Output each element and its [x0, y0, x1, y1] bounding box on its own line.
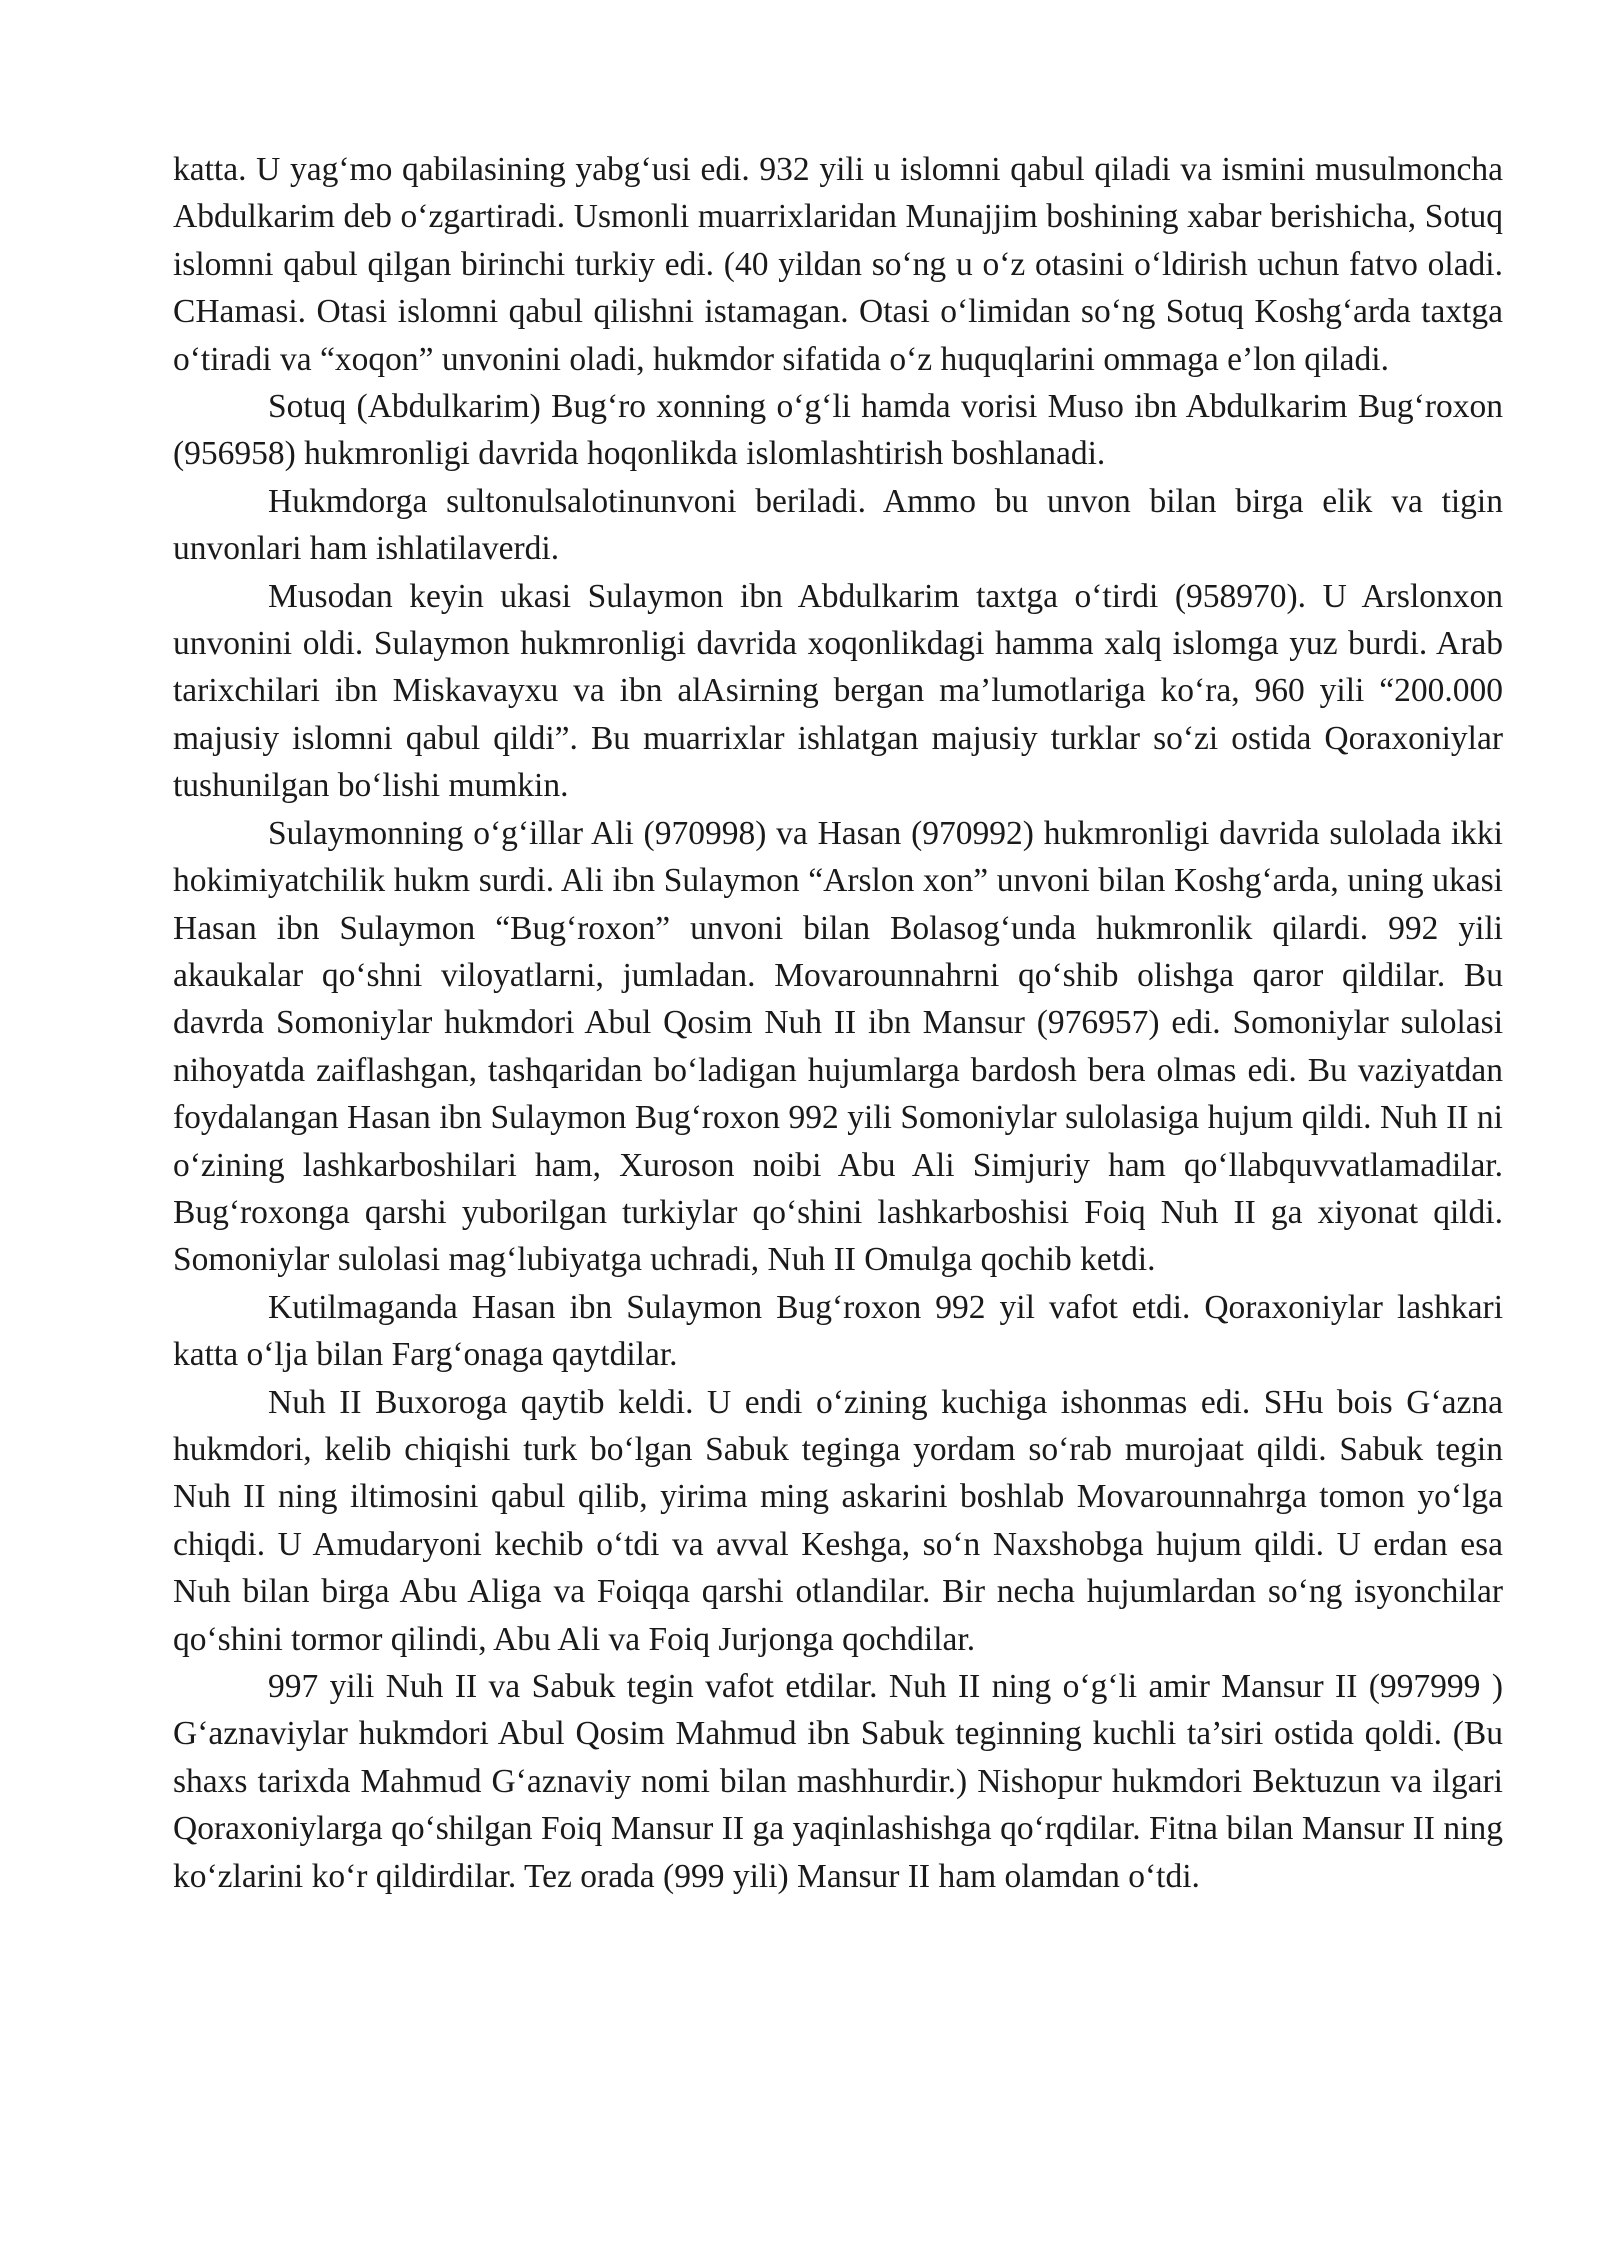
paragraph-1: katta. U yag‘mo qabilasining yabg‘usi edi. 932 yili u islomni qabul qiladi va ismini musulmoncha Abdulkarim deb o‘zgartiradi. Usmonli muarrixlaridan Munajjim boshining xabar berishicha, Sotuq islomni qabul qilgan birinchi turkiy edi. (40 yildan so‘ng u o‘z otasini o‘ldirish uchun fatvo oladi. CHamasi. Otasi islomni qabul qilishni istamagan. Otasi o‘limidan so‘ng Sotuq Koshg‘arda taxtga o‘tiradi va “xoqon” unvonini oladi, hukmdor sifatida o‘z huquqlarini ommaga e’lon qiladi. — [173, 151, 1503, 378]
paragraph-5: Sulaymonning o‘g‘illar Ali (970998) va Hasan (970992) hukmronligi davrida sulolada ikki hokimiyatchilik hukm surdi. Ali ibn Sulaymon “Arslon xon” unvoni bilan Koshg‘arda, uning ukasi Hasan ibn Sulaymon “Bug‘roxon” unvoni bilan Bolasog‘unda hukmronlik qilardi. 992 yili akaukalar qo‘shni viloyatlarni, jumladan. Movarounnahrni qo‘shib olishga qaror qildilar. Bu davrda Somoniylar hukmdori Abul Qosim Nuh II ibn Mansur (976957) edi. Somoniylar sulolasi nihoyatda zaiflashgan, tashqaridan bo‘ladigan hujumlarga bardosh bera olmas edi. Bu vaziyatdan foydalangan Hasan ibn Sulaymon Bug‘roxon 992 yili Somoniylar sulolasiga hujum qildi. Nuh II ni o‘zining lashkarboshilari ham, Xuroson noibi Abu Ali Simjuriy ham qo‘llabquvvatlamadilar. Bug‘roxonga qarshi yuborilgan turkiylar qo‘shini lashkarboshisi Foiq Nuh II ga xiyonat qildi. Somoniylar sulolasi mag‘lubiyatga uchradi, Nuh II Omulga qochib ketdi. — [173, 814, 1503, 1279]
paragraph-4: Musodan keyin ukasi Sulaymon ibn Abdulkarim taxtga o‘tirdi (958970). U Arslonxon unvonini oldi. Sulaymon hukmronligi davrida xoqonlikdagi hamma xalq islomga yuz burdi. Arab tarixchilari ibn Miskavayxu va ibn alAsirning bergan ma’lumotlariga ko‘ra, 960 yili “200.000 majusiy islomni qabul qildi”. Bu muarrixlar ishlatgan majusiy turklar so‘zi ostida Qoraxoniylar tushunilgan bo‘lishi mumkin. — [173, 577, 1503, 805]
paragraph-7: Nuh II Buxoroga qaytib keldi. U endi o‘zining kuchiga ishonmas edi. SHu bois G‘azna hukmdori, kelib chiqishi turk bo‘lgan Sabuk teginga yordam so‘rab murojaat qildi. Sabuk tegin Nuh II ning iltimosini qabul qilib, yirima ming askarini boshlab Movarounnahrga tomon yo‘lga chiqdi. U Amudaryoni kechib o‘tdi va avval Keshga, so‘n Naxshobga hujum qildi. U erdan esa Nuh bilan birga Abu Aliga va Foiqqa qarshi otlandilar. Bir necha hujumlardan so‘ng isyonchilar qo‘shini tormor qilindi, Abu Ali va Foiq Jurjonga qochdilar. — [173, 1383, 1503, 1658]
paragraph-8: 997 yili Nuh II va Sabuk tegin vafot etdilar. Nuh II ning o‘g‘li amir Mansur II (997999 ) G‘aznaviylar hukmdori Abul Qosim Mahmud ibn Sabuk teginning kuchli ta’siri ostida qoldi. (Bu shaxs tarixda Mahmud G‘aznaviy nomi bilan mashhurdir.) Nishopur hukmdori Bektuzun va ilgari Qoraxoniylarga qo‘shilgan Foiq Mansur II ga yaqinlashishga qo‘rqdilar. Fitna bilan Mansur II ning ko‘zlarini ko‘r qildirdilar. Tez orada (999 yili) Mansur II ham olamdan o‘tdi. — [173, 1668, 1503, 1895]
paragraph-6: Kutilmaganda Hasan ibn Sulaymon Bug‘roxon 992 yil vafot etdi. Qoraxoniylar lashkari katta o‘lja bilan Farg‘onaga qaytdilar. — [173, 1288, 1503, 1374]
paragraph-3: Hukmdorga sultonulsalotinunvoni beriladi. Ammo bu unvon bilan birga elik va tigin unvonlari ham ishlatilaverdi. — [173, 482, 1503, 568]
paragraph-2: Sotuq (Abdulkarim) Bug‘ro xonning o‘g‘li hamda vorisi Muso ibn Abdulkarim Bug‘roxon (956958) hukmronligi davrida hoqonlikda islomlashtirish boshlanadi. — [173, 388, 1503, 473]
document-body — [173, 146, 1503, 1900]
